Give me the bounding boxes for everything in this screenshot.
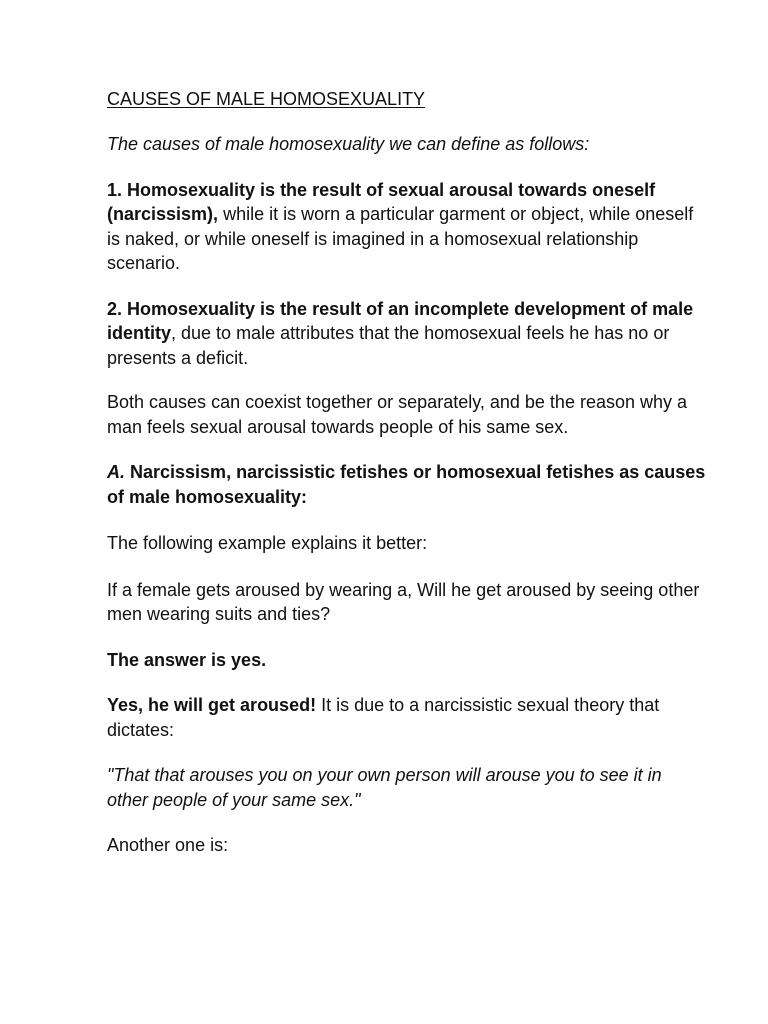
- document-title: CAUSES OF MALE HOMOSEXUALITY: [107, 89, 426, 109]
- section-a-letter: A.: [107, 462, 125, 482]
- both-causes-paragraph: Both causes can coexist together or separately, and be the reason why a man feels sexual arousal towards people of his same sex.: [107, 392, 688, 437]
- following-example-paragraph: The following example explains it better:: [107, 533, 428, 553]
- yes-heading: Yes, he will get aroused!: [107, 695, 317, 715]
- section-a-title: Narcissism, narcissistic fetishes or homosexual fetishes as causes of male homosexuality:: [107, 462, 706, 507]
- document-page: [107, 87, 707, 858]
- yes-paragraph: [107, 693, 707, 742]
- theory-quote: "That that arouses you on your own person will arouse you to see it in other people of your same sex.": [107, 765, 662, 810]
- cause-2-paragraph: [107, 297, 707, 371]
- cause-1-text: while it is worn a particular garment or object, while oneself is naked, or while oneself is imagined in a homosexual relationship scenario.: [107, 204, 694, 273]
- section-a-heading: [107, 460, 707, 509]
- cause-1-paragraph: [107, 178, 707, 276]
- cause-2-heading: 2. Homosexuality is the result of an incomplete development of male identity: [107, 298, 694, 343]
- cause-2-text: , due to male attributes that the homosexual feels he has no or presents a deficit.: [107, 323, 670, 368]
- intro-paragraph: The causes of male homosexuality we can define as follows:: [107, 134, 590, 154]
- female-example-paragraph: If a female gets aroused by wearing a, Will he get aroused by seeing other men wearing suits and ties?: [107, 579, 700, 624]
- cause-1-heading: 1. Homosexuality is the result of sexual arousal towards oneself (narcissism),: [107, 179, 656, 224]
- yes-text: It is due to a narcissistic sexual theory that dictates:: [107, 695, 660, 740]
- answer-paragraph: The answer is yes.: [107, 649, 267, 670]
- another-one-paragraph: Another one is:: [107, 835, 229, 855]
